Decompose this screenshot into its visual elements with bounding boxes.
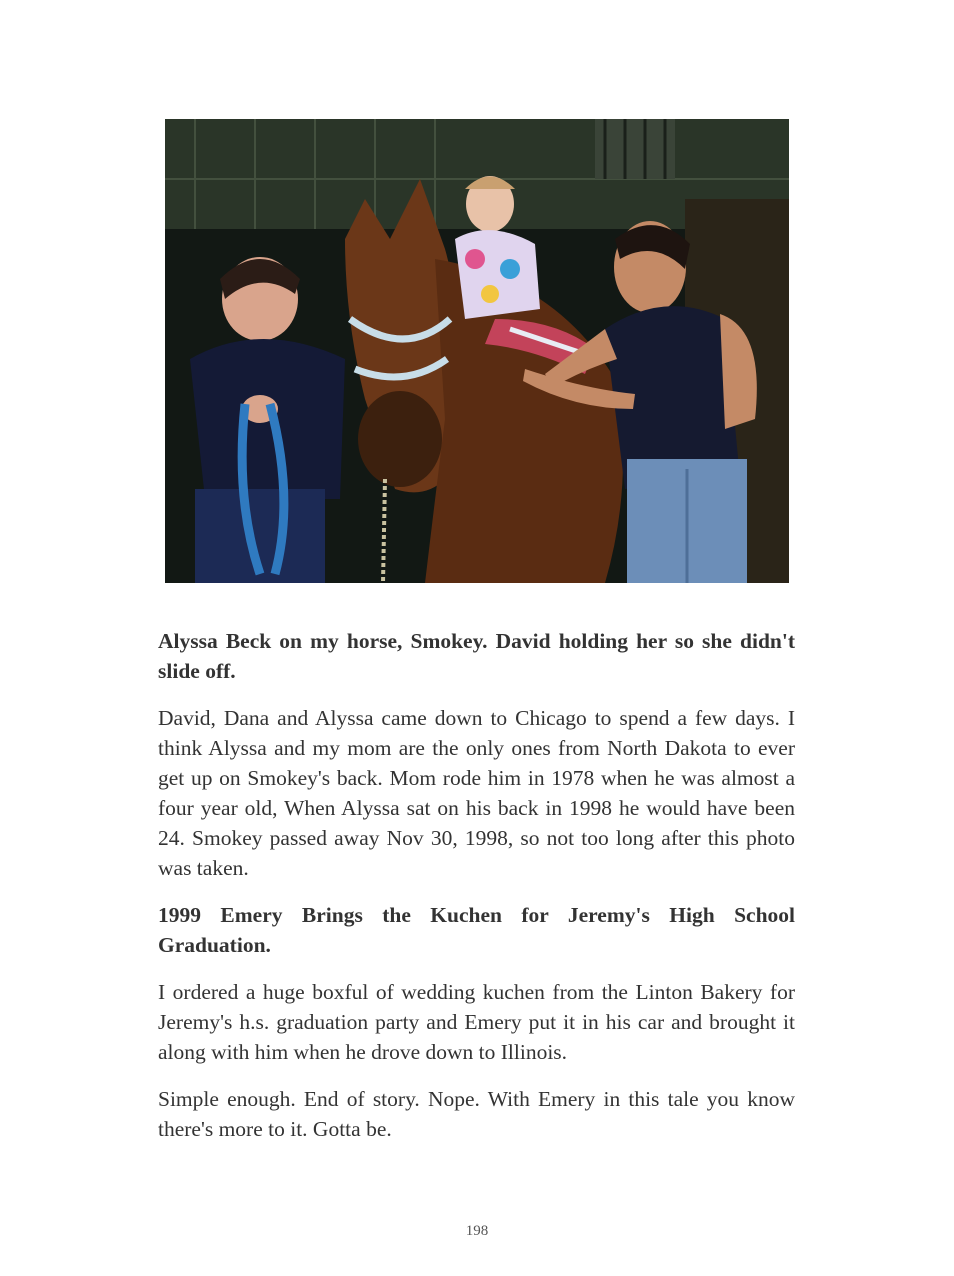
paragraph-kuchen-order: I ordered a huge boxful of wedding kuchen from the Linton Bakery for Jeremy's h.s. graduation party and Emery put it in his car and brought it along with him when he drove down to Illinois. [158, 980, 795, 1064]
photo-caption: Alyssa Beck on my horse, Smokey. David holding her so she didn't slide off. [158, 629, 795, 683]
body-text [158, 626, 795, 1161]
photo-horse-with-child [165, 119, 789, 583]
paragraph-chicago-visit: David, Dana and Alyssa came down to Chicago to spend a few days. I think Alyssa and my mom are the only ones from North Dakota to ever get up on Smokey's back. Mom rode him in 1978 when he was almost a four year old, When Alyssa sat on his back in 1998 he would have been 24. Smokey passed away Nov 30, 1998, so not too long after this photo was taken. [158, 706, 795, 880]
page-number: 198 [465, 1223, 489, 1239]
paragraph-story-continues: Simple enough. End of story. Nope. With Emery in this tale you know there's more to it. Gotta be. [158, 1087, 795, 1141]
photo-illustration [165, 119, 789, 583]
section-heading-kuchen: 1999 Emery Brings the Kuchen for Jeremy's High School Graduation. [158, 903, 795, 957]
